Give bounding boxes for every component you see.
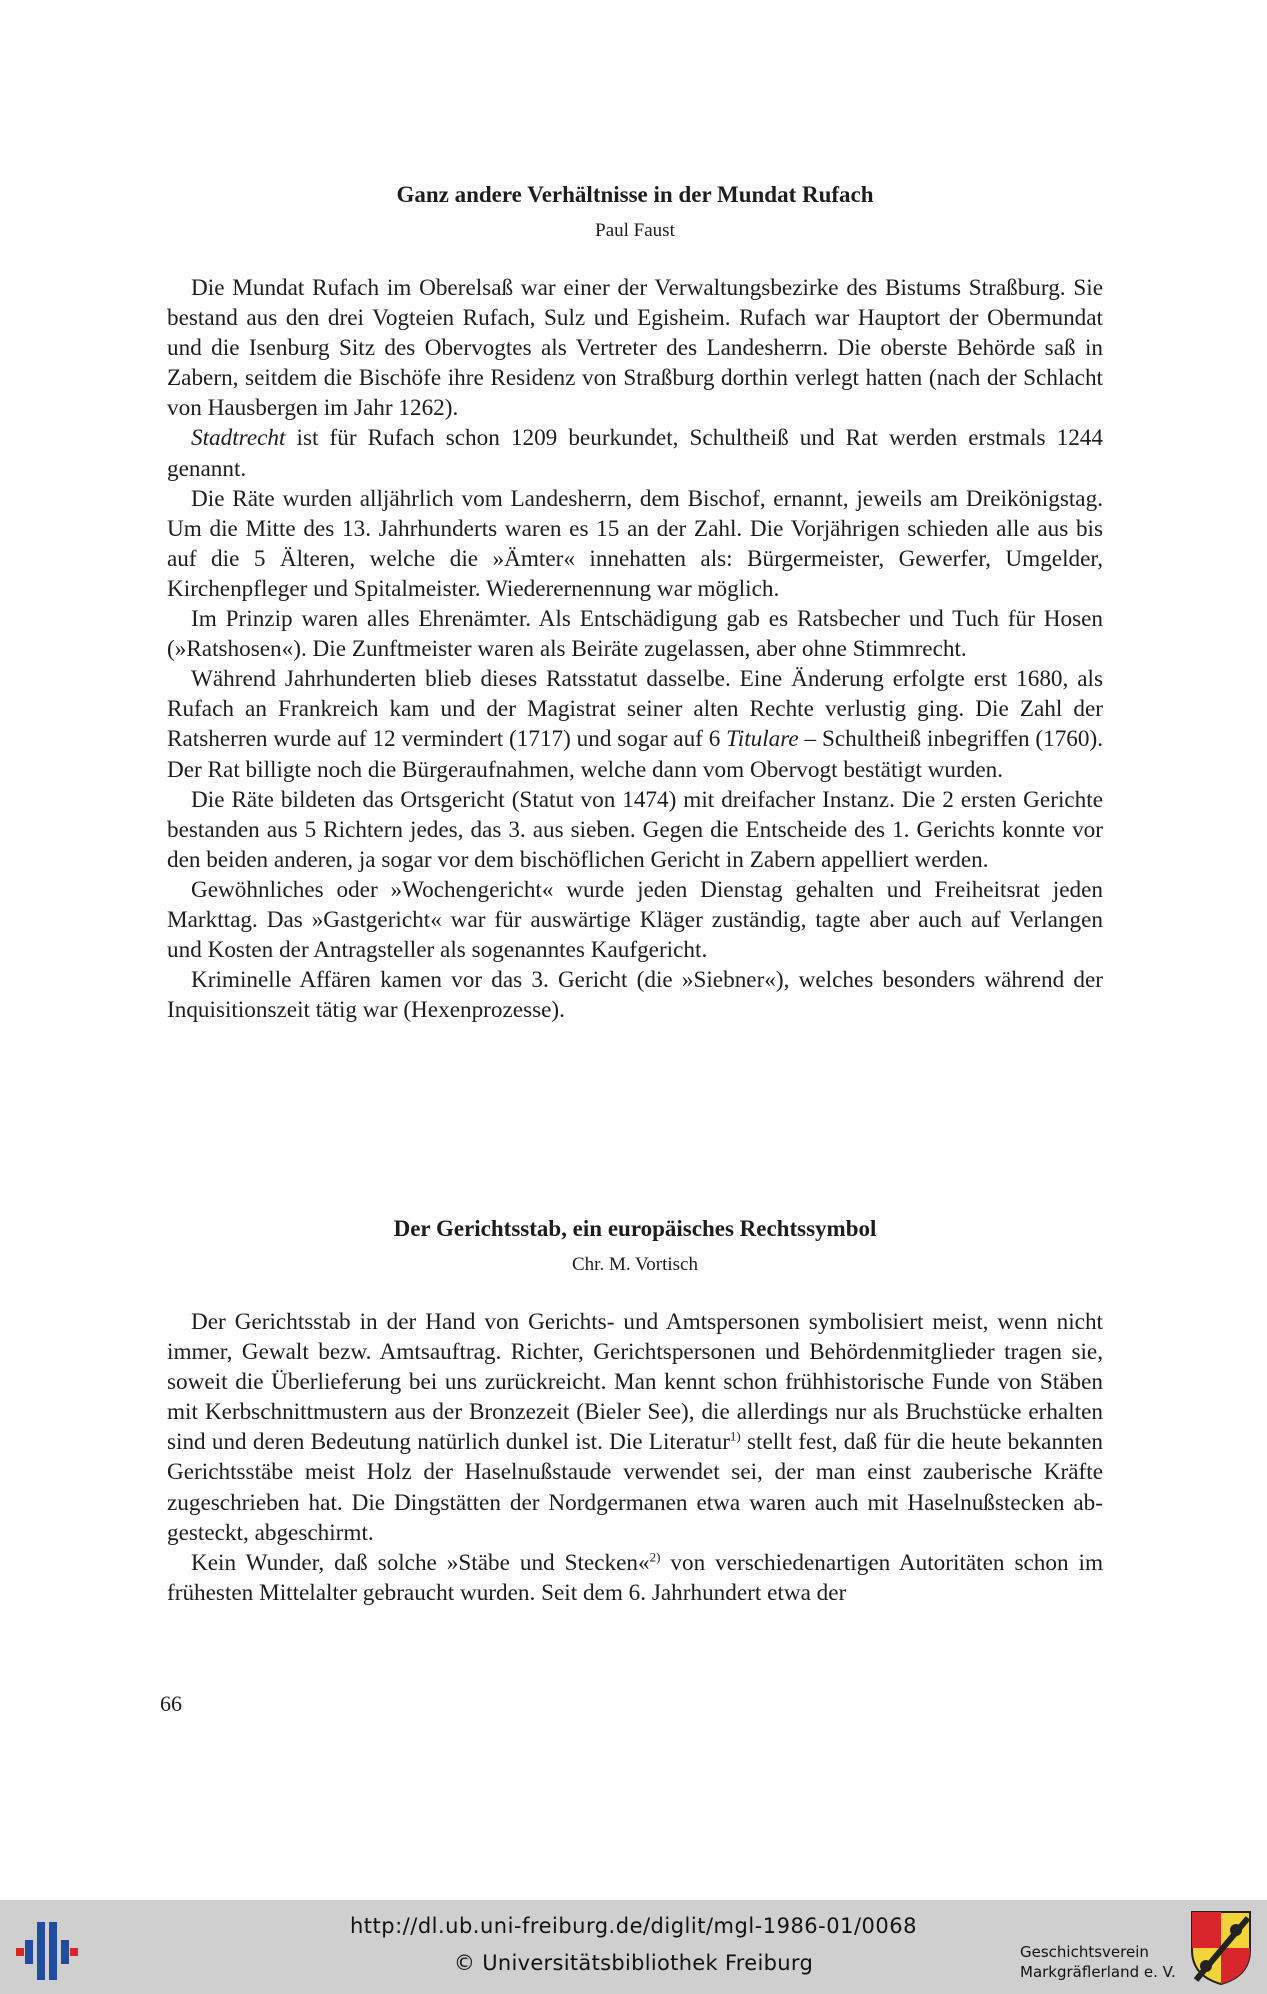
footer-bar: [0, 1900, 1267, 1994]
article-1-body: [167, 273, 1103, 1025]
article-1-title: Ganz andere Verhältnisse in der Mundat Rufach: [396, 182, 874, 207]
paragraph: Im Prinzip waren alles Ehrenämter. Als Entschädigung gab es Ratsbecher und Tuch für Hosen (»Ratshosen«). Die Zunftmeister waren als Beiräte zugelassen, aber ohne Stimmrecht.: [167, 606, 1103, 663]
article-1-author: Paul Faust: [595, 220, 675, 241]
paragraph: Der Gerichtsstab in der Hand von Gerichts- und Amtspersonen symbolisiert meist, wenn nicht immer, Gewalt bezw. Amtsauftrag. Richter, Gerichtspersonen und Behördenmitglieder tragen sie, soweit die Überlieferung bei uns zurückreicht. Man kennt schon frühhistorische Funde von Stäben mit Kerbschnittmustern aus der Bronzezeit (Bieler See), die allerdings nur als Bruchstücke erhalten sind und deren Bedeutung natürlich dunkel ist. Die Literatur$^{1)}$ stellt fest, daß für die heute bekannten Gerichtsstäbe meist Holz der Haselnußstaude verwendet sei, der man einst zauberische Kräfte zugeschrieben hat. Die Dingstätten der Nordgermanen etwa waren auch mit Haselnußstecken abgesteckt, abgeschirmt.: [167, 1309, 1103, 1546]
society-name: Geschichtsverein Markgräflerland e. V.: [1020, 1943, 1176, 1981]
footnote-ref: 2): [649, 1549, 661, 1565]
article-2-body: [167, 1307, 1103, 1608]
document-url[interactable]: http://dl.ub.uni-freiburg.de/diglit/mgl-1986-01/0068: [349, 1914, 917, 1938]
paragraph: Während Jahrhunderten blieb dieses Ratsstatut dasselbe. Eine Änderung erfolgte erst 1680, als Rufach an Frankreich kam und der Magistrat seiner alten Rechte verlustig ging. Die Zahl der Ratsherren wurde auf 12 vermindert (1717) und sogar auf 6 Titulare – Schultheiß inbegriffen (1760). Der Rat billigte noch die Bürgeraufnahmen, welche dann vom Obervogt bestätigt wurden.: [167, 666, 1103, 783]
paragraph: Kein Wunder, daß solche »Stäbe und Stecken«$^{2)}$ von verschiedenartigen Autoritäten schon im frühesten Mittelalter gebraucht wurden. Seit dem 6. Jahrhundert etwa der: [167, 1549, 1103, 1606]
article-2-title: Der Gerichtsstab, ein europäisches Rechtssymbol: [393, 1216, 877, 1241]
paragraph: Gewöhnliches oder »Wochengericht« wurde jeden Dienstag gehalten und Freiheitsrat jeden Markttag. Das »Gastgericht« war für auswärtige Kläger zuständig, tagte aber auch auf Verlangen und Kosten der Antragsteller als sogenanntes Kaufgericht.: [167, 876, 1103, 964]
paragraph: Stadtrecht ist für Rufach schon 1209 beurkundet, Schultheiß und Rat werden erstmals 1244 genannt.: [167, 425, 1103, 482]
copyright-notice: © Universitätsbibliothek Freiburg: [453, 1951, 814, 1975]
article-2-author: Chr. M. Vortisch: [572, 1254, 698, 1275]
article-1: [167, 182, 1103, 1025]
page-number: 66: [160, 1691, 182, 1716]
footnote-ref: 1): [729, 1428, 741, 1444]
paragraph: Die Räte bildeten das Ortsgericht (Statut von 1474) mit dreifacher Instanz. Die 2 ersten Gerichte bestanden aus 5 Richtern jedes, das 3. aus sieben. Gegen die Entscheide des 1. Gerichts konnte vor den beiden anderen, ja sogar vor dem bischöflichen Gericht in Zabern appelliert werden.: [167, 786, 1103, 873]
paragraph: Die Mundat Rufach im Oberelsaß war einer der Verwaltungsbezirke des Bistums Straßburg. Sie bestand aus den drei Vogteien Rufach, Sulz und Egisheim. Rufach war Hauptort der Obermundat und die Isenburg Sitz des Obervogtes als Vertreter des Landesherrn. Die oberste Behörde saß in Zabern, seitdem die Bischöfe ihre Residenz von Straßburg dorthin verlegt hatten (nach der Schlacht von Hausbergen im Jahr 1262).: [167, 275, 1103, 422]
italic-term: Stadtrecht: [191, 425, 286, 452]
article-2: [167, 1216, 1103, 1608]
coat-of-arms-icon: [1190, 1910, 1252, 1986]
paragraph: Kriminelle Affären kamen vor das 3. Gericht (die »Siebner«), welches besonders während der Inquisitionszeit tätig war (Hexenprozesse).: [167, 967, 1103, 1024]
paragraph: Die Räte wurden alljährlich vom Landesherrn, dem Bischof, ernannt, jeweils am Dreikönigstag. Um die Mitte des 13. Jahrhunderts waren es 15 an der Zahl. Die Vorjährigen schieden alle aus bis auf die 5 Älteren, welche die »Ämter« innehatten als: Bürgermeister, Gewerfer, Umgelder, Kirchenpfleger und Spitalmeister. Wiederernennung war möglich.: [167, 485, 1103, 602]
italic-term: Titulare: [726, 726, 799, 753]
